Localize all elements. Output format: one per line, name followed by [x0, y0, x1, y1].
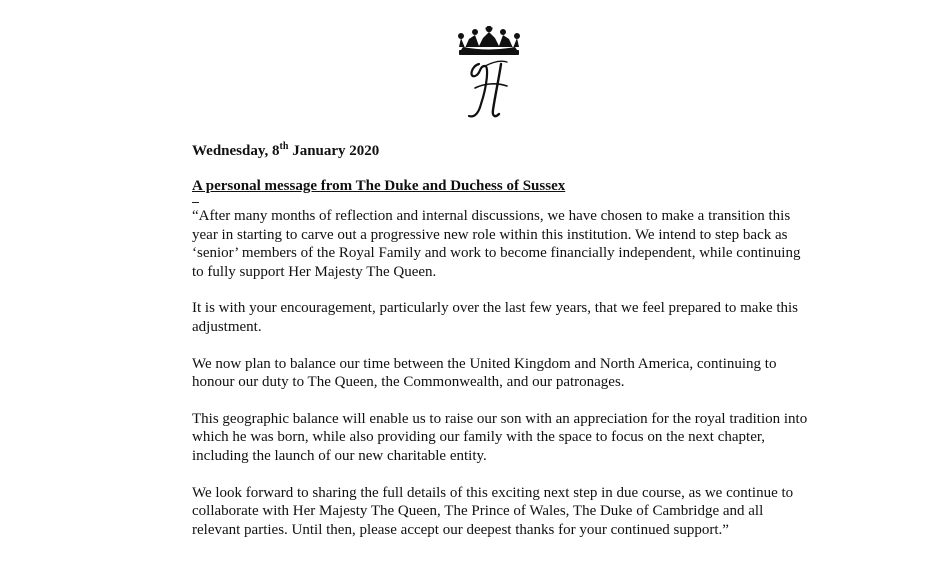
stray-mark-decoration — [192, 202, 199, 203]
letter-paragraph-1: “After many months of reflection and internal discussions, we have chosen to make a transition this year in starting to carve out a progressive new role within this institution. We intend to step back as ‘senior’ members of the Royal Family and work to become financially independent, while continuing to fully support Her Majesty The Queen. — [192, 208, 801, 280]
date-rest: January 2020 — [288, 143, 380, 159]
date-prefix: Wednesday, 8 — [192, 143, 280, 159]
letter-paragraph-3: We now plan to balance our time between the United Kingdom and North America, continuing to honour our duty to The Queen, the Commonwealth, and our patronages. — [192, 355, 777, 391]
date-ordinal-suffix: th — [279, 141, 289, 152]
letter-date — [192, 142, 812, 160]
letter-body — [192, 142, 812, 539]
letter-paragraph-2: It is with your encouragement, particularly over the last few years, that we feel prepared to make this adjustment. — [192, 300, 799, 335]
letter-paragraph-4: This geographic balance will enable us to raise our son with an appreciation for the royal tradition into which he was born, while also providing our family with the space to focus on the next chapter, including the launch of our new charitable entity. — [192, 410, 808, 464]
crown-monogram-icon — [449, 26, 529, 126]
letter-headline: A personal message from The Duke and Duchess of Sussex — [192, 178, 566, 194]
letter-paragraph-5: We look forward to sharing the full details of this exciting next step in due course, as we continue to collaborate with Her Majesty The Queen, The Prince of Wales, The Duke of Cambridge and all relevant parties. Until then, please accept our deepest thanks for your continued support.” — [192, 484, 794, 538]
